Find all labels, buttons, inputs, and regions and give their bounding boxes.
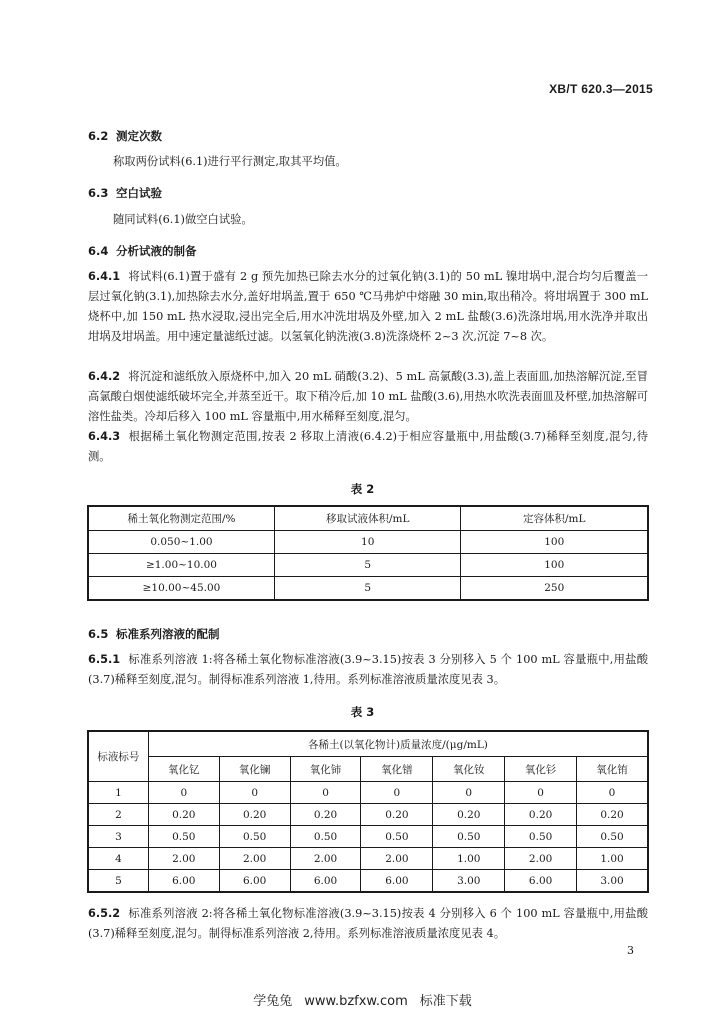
column-header-cell: 氧化镧: [219, 757, 290, 782]
section-heading-6-5: [88, 626, 220, 642]
table-cell: 0.50: [148, 826, 219, 848]
table-cell: 0.50: [577, 826, 648, 848]
table-cell: 10: [274, 531, 461, 554]
table-cell: 100: [461, 531, 648, 554]
footer-url[interactable]: www.bzfxw.com: [304, 994, 408, 1009]
paragraph-6-5-1: [88, 650, 648, 690]
table-cell: ≥1.00~10.00: [89, 554, 275, 577]
section-number: 6.5: [88, 627, 109, 641]
table-row: [89, 848, 648, 870]
section-title: 标准系列溶液的配制: [116, 627, 220, 641]
table-cell: 6.00: [148, 870, 219, 892]
table-cell: 0.20: [148, 804, 219, 826]
table-row: [89, 554, 648, 577]
footer-site-name: 学兔兔: [253, 994, 293, 1009]
paragraph-6-2: 称取两份试料(6.1)进行平行测定,取其平均值。: [113, 155, 347, 168]
table-cell: 2.00: [290, 848, 361, 870]
table-cell: 2.00: [361, 848, 433, 870]
table-header-row: [89, 732, 648, 757]
table-row: [89, 531, 648, 554]
table-header-row: [89, 507, 648, 531]
page-number: 3: [627, 944, 634, 957]
table-cell: 0.50: [433, 826, 505, 848]
table-cell: 2: [89, 804, 149, 826]
paragraph-6-3: 随同试料(6.1)做空白试验。: [113, 213, 253, 226]
table-header-row: [89, 757, 648, 782]
section-heading-6-4: [88, 243, 197, 259]
table-cell: 5: [274, 554, 461, 577]
table-row: [89, 804, 648, 826]
table-cell: 0: [577, 782, 648, 804]
table-cell: 6.00: [361, 870, 433, 892]
clause-text: 将沉淀和滤纸放入原烧杯中,加入 20 mL 硝酸(3.2)、5 mL 高氯酸(3.3),盖上表面皿,加热溶解沉淀,至冒高氯酸白烟使滤纸破坏完全,并蒸至近干。取下稍冷后,加 10 mL 盐酸(3.6),用热水吹洗表面皿及杯壁,加热溶解可溶性盐类。冷却后移入 100 mL 容量瓶中,用水稀释至刻度,混匀。: [88, 370, 648, 423]
table-cell: 0: [219, 782, 290, 804]
table-cell: ≥10.00~45.00: [89, 577, 275, 600]
table-cell: 0: [433, 782, 505, 804]
table-cell: 0: [505, 782, 577, 804]
table-2-caption: 表 2: [350, 482, 375, 496]
section-number: 6.2: [88, 129, 109, 143]
table-cell: 2.00: [505, 848, 577, 870]
table-cell: 0: [148, 782, 219, 804]
table-3: [88, 731, 648, 892]
standard-number: XB/T 620.3—2015: [549, 82, 653, 96]
group-header-cell: 各稀土(以氧化物计)质量浓度/(μg/mL): [148, 732, 647, 757]
table-cell: 6.00: [290, 870, 361, 892]
table-header-cell: 稀土氧化物测定范围/%: [89, 507, 275, 531]
table-row: [89, 577, 648, 600]
table-cell: 0: [361, 782, 433, 804]
table-cell: 1.00: [433, 848, 505, 870]
section-title: 测定次数: [116, 129, 162, 143]
table-cell: 0.20: [577, 804, 648, 826]
table-cell: 1: [89, 782, 149, 804]
clause-number: 6.4.3: [88, 430, 121, 443]
clause-number: 6.4.1: [88, 270, 121, 283]
table-3-caption: 表 3: [350, 705, 375, 719]
table-cell: 2.00: [219, 848, 290, 870]
table-cell: 0.50: [361, 826, 433, 848]
section-title: 空白试验: [116, 186, 162, 200]
table-cell: 3.00: [433, 870, 505, 892]
table-cell: 250: [461, 577, 648, 600]
table-cell: 5: [274, 577, 461, 600]
paragraph-6-4-1: [88, 267, 648, 347]
footer-watermark: [0, 990, 725, 1009]
table-header-cell: 定容体积/mL: [461, 507, 648, 531]
table-cell: 1.00: [577, 848, 648, 870]
table-cell: 0.20: [361, 804, 433, 826]
table-cell: 3.00: [577, 870, 648, 892]
section-heading-6-2: [88, 128, 162, 144]
table-cell: 0.050~1.00: [89, 531, 275, 554]
column-header-cell: 氧化铕: [577, 757, 648, 782]
section-number: 6.3: [88, 186, 109, 200]
table-cell: 6.00: [505, 870, 577, 892]
column-header-cell: 氧化钐: [505, 757, 577, 782]
clause-number: 6.5.1: [88, 653, 121, 666]
clause-number: 6.5.2: [88, 907, 121, 920]
clause-text: 标准系列溶液 1:将各稀土氧化物标准溶液(3.9~3.15)按表 3 分别移入 5 个 100 mL 容量瓶中,用盐酸(3.7)稀释至刻度,混匀。制得标准系列溶液 1,待用。系列标准溶液质量浓度见表 3。: [88, 653, 648, 686]
column-header-cell: 氧化钇: [148, 757, 219, 782]
footer-tagline: 标准下载: [419, 994, 472, 1009]
section-title: 分析试液的制备: [116, 244, 197, 258]
table-row: [89, 870, 648, 892]
table-cell: 3: [89, 826, 149, 848]
table-cell: 0.50: [290, 826, 361, 848]
table-cell: 0.50: [219, 826, 290, 848]
section-heading-6-3: [88, 185, 162, 201]
table-cell: 6.00: [219, 870, 290, 892]
clause-text: 将试料(6.1)置于盛有 2 g 预先加热已除去水分的过氧化钠(3.1)的 50 mL 镍坩埚中,混合均匀后覆盖一层过氧化钠(3.1),加热除去水分,盖好坩埚盖,置于 650 ℃马弗炉中熔融 30 min,取出稍冷。将坩埚置于 300 mL 烧杯中,加 150 mL 热水浸取,浸出完全后,用水冲洗坩埚及外壁,加入 2 mL 盐酸(3.6)洗涤坩埚,用水洗净并取出坩埚及坩埚盖。用中速定量滤纸过滤。以氢氧化钠洗液(3.8)洗涤烧杯 2~3 次,沉淀 7~8 次。: [88, 270, 648, 343]
table-cell: 0.20: [505, 804, 577, 826]
table-cell: 4: [89, 848, 149, 870]
table-cell: 2.00: [148, 848, 219, 870]
clause-text: 标准系列溶液 2:将各稀土氧化物标准溶液(3.9~3.15)按表 4 分别移入 6 个 100 mL 容量瓶中,用盐酸(3.7)稀释至刻度,混匀。制得标准系列溶液 2,待用。系列标准溶液质量浓度见表 4。: [88, 907, 648, 940]
paragraph-6-5-2: [88, 904, 648, 944]
table-cell: 0: [290, 782, 361, 804]
column-header-cell: 氧化镨: [361, 757, 433, 782]
paragraph-6-4-3: [88, 427, 648, 467]
table-cell: 5: [89, 870, 149, 892]
table-2: [88, 506, 648, 600]
paragraph-6-4-2: [88, 367, 648, 427]
section-number: 6.4: [88, 244, 109, 258]
table-cell: 0.20: [290, 804, 361, 826]
column-header-cell: 氧化钕: [433, 757, 505, 782]
table-row: [89, 826, 648, 848]
table-cell: 0.20: [219, 804, 290, 826]
table-cell: 0.20: [433, 804, 505, 826]
table-header-cell: 移取试液体积/mL: [274, 507, 461, 531]
column-header-cell: 氧化铈: [290, 757, 361, 782]
table-cell: 0.50: [505, 826, 577, 848]
clause-text: 根据稀土氧化物测定范围,按表 2 移取上清液(6.4.2)于相应容量瓶中,用盐酸(3.7)稀释至刻度,混匀,待测。: [88, 430, 648, 463]
row-header-cell: 标液标号: [89, 732, 149, 782]
table-row: [89, 782, 648, 804]
table-cell: 100: [461, 554, 648, 577]
clause-number: 6.4.2: [88, 370, 121, 383]
